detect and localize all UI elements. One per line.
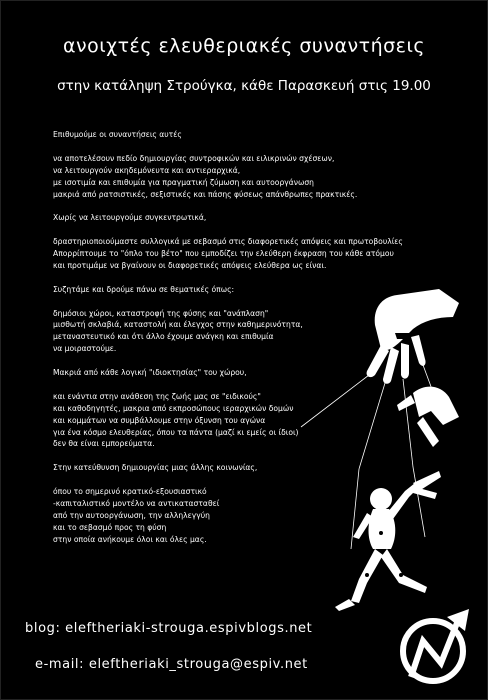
text-line: μεταναστευτικό και ότι άλλο έχουμε ανάγκη και επιθυμία: [53, 332, 274, 342]
text-line: με ισοτιμία και επιθυμία για πραγματική ζύμωση και αυτοοργάνωση: [53, 177, 314, 187]
paragraph: [53, 153, 453, 201]
blog-link[interactable]: blog: eleftheriaki-strouga.espivblogs.net: [25, 621, 313, 636]
text-line: Χωρίς να λειτουργούμε συγκεντρωτικά,: [53, 213, 207, 223]
paragraph: [53, 129, 453, 141]
text-line: να λειτουργούν ακηδεμόνευτα και αντιεραρχικά,: [53, 165, 241, 175]
text-line: Συζητάμε και δρούμε πάνω σε θεματικές όπως:: [53, 284, 235, 294]
text-line: και κομμάτων να συμβάλλουμε στην όξυνση του αγώνα: [53, 415, 266, 425]
text-line: και καθοδηγητές, μακρια από εκπροσώπους ιεραρχικών δομών: [53, 403, 294, 413]
text-line: για ένα κόσμο ελευθερίας, όπου τα πάντα (μαζί κι εμείς οι ίδιοι): [53, 427, 299, 437]
text-line: δεν θα είναι εμπορεύματα.: [53, 439, 155, 449]
text-line: Επιθυμούμε οι συναντήσεις αυτές: [53, 130, 182, 139]
paragraph: [53, 212, 453, 224]
text-line: από την αυτοοργάνωση, την αλληλεγγύη: [53, 510, 210, 520]
text-line: να αποτελέσουν πεδίο δημιουργίας συντροφικών και ειλικρινών σχέσεων,: [53, 153, 335, 163]
text-line: και ενάντια στην ανάθεση της ζωής μας σε "ειδικούς": [53, 391, 261, 401]
text-line: να μοιραστούμε.: [53, 344, 117, 354]
text-line: και προτιμάμε να βγαίνουν οι διαφορετικές απόψεις ελεύθερα ως είναι.: [53, 260, 327, 270]
text-line: και το σεβασμό προς τη φύση: [53, 522, 167, 532]
poster-title: ανοιχτές ελευθεριακές συναντήσεις: [62, 35, 426, 57]
poster-subtitle: στην κατάληψη Στρούγκα, κάθε Παρασκευή στις 19.00: [57, 78, 431, 94]
text-line: -καπιταλιστικό μοντέλο να αντικατασταθεί: [53, 498, 220, 508]
text-line: δραστηριοποιούμαστε συλλογικά με σεβασμό στις διαφορετικές απόψεις και πρωτοβουλίες: [53, 237, 403, 247]
text-line: Στην κατεύθυνση δημιουργίας μιας άλλης κοινωνίας,: [53, 463, 258, 473]
circle-arrow-symbol-icon: [397, 605, 475, 687]
text-line: Μακριά από κάθε λογική "ιδιοκτησίας" του χώρου,: [53, 368, 247, 378]
text-line: μισθωτή σκλαβιά, καταστολή και έλεγχος στην καθημερινότητα,: [53, 320, 303, 330]
email-link[interactable]: e-mail: eleftheriaki_strouga@espiv.net: [35, 657, 308, 672]
text-line: στην οποία ανήκουμε όλοι και όλες μας.: [53, 534, 207, 544]
text-line: όπου το σημερινό κρατικό-εξουσιαστικό: [53, 487, 207, 497]
text-line: Απορρίπτουμε το "όπλο του βέτο" που εμποδίζει την ελεύθερη έκφραση του κάθε ατόμου: [53, 249, 394, 259]
puppet-breaking-strings-illustration: [263, 287, 469, 613]
text-line: δημόσιοι χώροι, καταστροφή της φύσης και "ανάπλαση": [53, 308, 269, 318]
text-line: μακριά από ρατσιστικές, σεξιστικές και πάσης φύσεως απάνθρωπες πρακτικές.: [53, 189, 358, 199]
paragraph: [53, 236, 453, 272]
